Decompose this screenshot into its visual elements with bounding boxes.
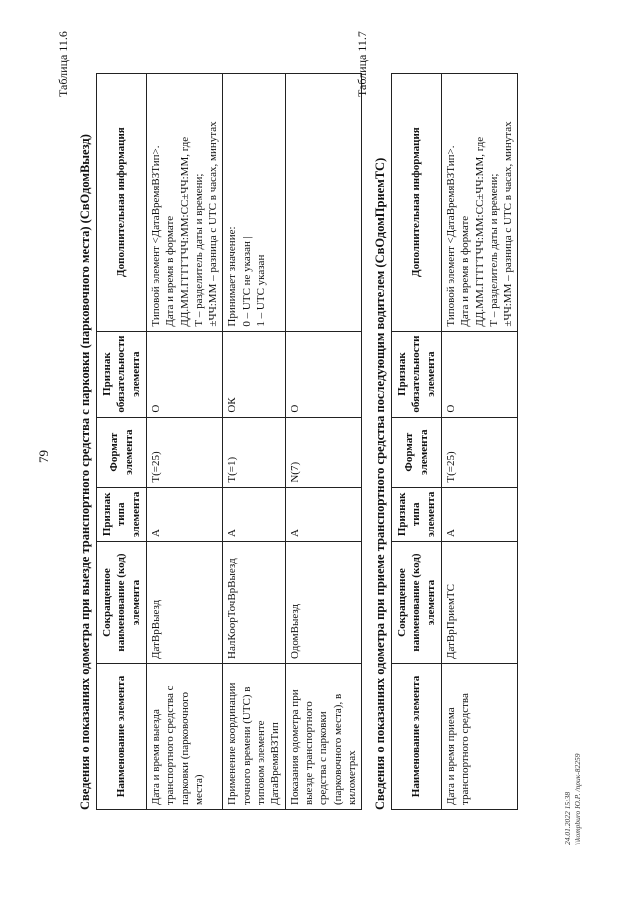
table-11-7-caption: Таблица 11.7: [355, 31, 369, 97]
table-11-7-title: Сведения о показаниях одометра при приеме транспортного средства последующим водителем (СвОдомПриемТС): [373, 157, 387, 810]
cell-info: Принимает значение: 0 – UTC не указан | 1 – UTC указан: [223, 73, 285, 331]
cell-format: T(=25): [442, 417, 518, 487]
scan-stamp-date: 24.01.2022 15:38: [563, 791, 572, 845]
header-element-required: Признак обязательности элемента: [392, 331, 442, 417]
cell-required: О: [285, 331, 361, 417]
cell-required: ОК: [223, 331, 285, 417]
cell-code: ОдомВыезд: [285, 542, 361, 664]
header-element-type: Признак типа элемента: [97, 487, 147, 541]
cell-required: О: [442, 331, 518, 417]
table-11-6-caption: Таблица 11.6: [56, 31, 70, 97]
header-element-format: Формат элемента: [97, 417, 147, 487]
table-11-6-title: Сведения о показаниях одометра при выезде транспортного средства с парковки (парковочного места) (СвОдомВыезд): [78, 134, 92, 810]
cell-info: Типовой элемент <ДатаВремяВЗТип>. Дата и время в формате ДД.ММ.ГГГГТЧЧ:ММ:СС±ЧЧ:ММ, где Т – разделитель даты и времени; ±ЧЧ:ММ – разница с UTC в часах, минутах: [442, 73, 518, 331]
cell-info: [285, 73, 361, 331]
cell-code: НалКоорТочВрВыезд: [223, 542, 285, 664]
cell-type: А: [223, 487, 285, 541]
cell-type: А: [147, 487, 223, 541]
cell-required: О: [147, 331, 223, 417]
header-element-name: Наименование элемента: [392, 664, 442, 810]
table-header-row: [392, 73, 442, 809]
table-row: [442, 73, 518, 809]
cell-info: Типовой элемент <ДатаВремяВЗТип>. Дата и время в формате ДД.ММ.ГГГГТЧЧ:ММ:СС±ЧЧ:ММ, где Т – разделитель даты и времени; ±ЧЧ:ММ – разница с UTC в часах, минутах: [147, 73, 223, 331]
header-element-required: Признак обязательности элемента: [97, 331, 147, 417]
table-11-7: [391, 73, 518, 810]
cell-format: T(=1): [223, 417, 285, 487]
cell-format: T(=25): [147, 417, 223, 487]
header-additional-info: Дополнительная информация: [392, 73, 442, 331]
cell-format: N(7): [285, 417, 361, 487]
cell-name: Применение координации точного времени (UTC) в типовом элементе ДатаВремяВЗТип: [223, 664, 285, 810]
table-row: [285, 73, 361, 809]
table-11-6: [96, 73, 362, 810]
scan-stamp-path: \\kompburo Ю.Р. /прик-82259: [573, 753, 582, 845]
header-additional-info: Дополнительная информация: [97, 73, 147, 331]
cell-name: Дата и время приема транспортного средства: [442, 664, 518, 810]
cell-type: А: [285, 487, 361, 541]
cell-name: Показания одометра при выезде транспортного средства с парковки (парковочного места), в километрах: [285, 664, 361, 810]
header-element-type: Признак типа элемента: [392, 487, 442, 541]
page-number: 79: [36, 450, 51, 463]
header-element-code: Сокращенное наименование (код) элемента: [97, 542, 147, 664]
header-element-format: Формат элемента: [392, 417, 442, 487]
table-row: [223, 73, 285, 809]
cell-code: ДатВрПриемТС: [442, 542, 518, 664]
table-row: [147, 73, 223, 809]
header-element-name: Наименование элемента: [97, 664, 147, 810]
table-header-row: [97, 73, 147, 809]
header-element-code: Сокращенное наименование (код) элемента: [392, 542, 442, 664]
cell-type: А: [442, 487, 518, 541]
cell-name: Дата и время выезда транспортного средства с парковки (парковочного места): [147, 664, 223, 810]
cell-code: ДатВрВыезд: [147, 542, 223, 664]
